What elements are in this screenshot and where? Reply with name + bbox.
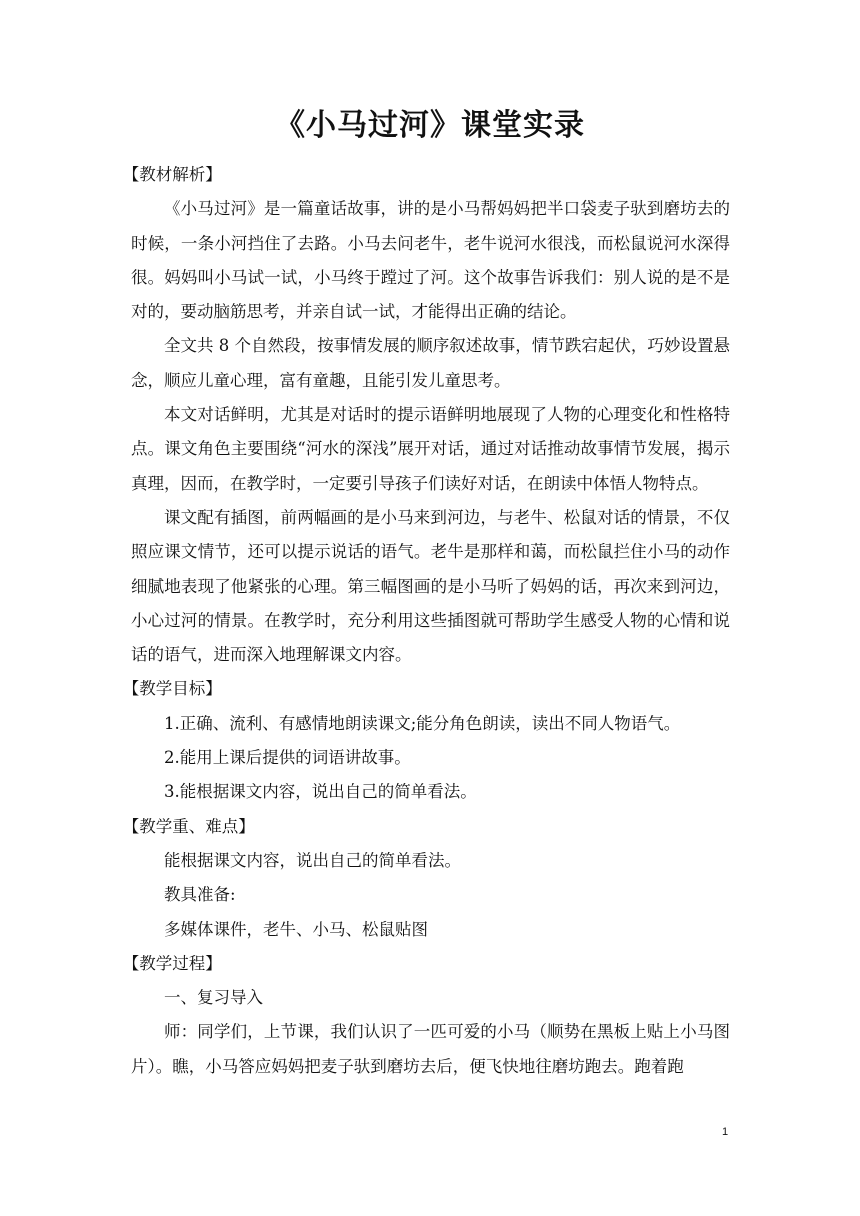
document-title: 《小马过河》课堂实录: [275, 108, 585, 143]
analysis-paragraph-3: 本文对话鲜明，尤其是对话时的提示语鲜明地展现了人物的心理变化和性格特点。课文角色主要围绕“河水的深浅”展开对话，通过对话推动故事情节发展，揭示真理，因而，在教学时，一定要引导孩子们读好对话，在朗读中体悟人物特点。: [131, 405, 730, 493]
analysis-paragraph-1: 《小马过河》是一篇童话故事，讲的是小马帮妈妈把半口袋麦子驮到磨坊去的时候，一条小河挡住了去路。小马去问老牛，老牛说河水很浅，而松鼠说河水深得很。妈妈叫小马试一试，小马终于蹚过了河。这个故事告诉我们：别人说的是不是对的，要动脑筋思考，并亲自试一试，才能得出正确的结论。: [131, 199, 730, 322]
section-heading-key-points: 【教学重、难点】: [122, 816, 255, 836]
analysis-paragraph-2: 全文共 8 个自然段，按事情发展的顺序叙述故事，情节跌宕起伏，巧妙设置悬念，顺应儿童心理，富有童趣，且能引发儿童思考。: [131, 336, 730, 390]
tools-label: 教具准备:: [164, 885, 236, 905]
section-heading-goals: 【教学目标】: [122, 679, 222, 699]
key-points-text: 能根据课文内容，说出自己的简单看法。: [164, 850, 461, 870]
tools-text: 多媒体课件，老牛、小马、松鼠贴图: [164, 919, 428, 939]
goal-item-2: 2.能用上课后提供的词语讲故事。: [164, 748, 411, 768]
document-body: [122, 158, 730, 1084]
teacher-text: 师：同学们，上节课，我们认识了一匹可爱的小马（顺势在黑板上贴上小马图片）。瞧，小马答应妈妈把麦子驮到磨坊去后，便飞快地往磨坊跑去。跑着跑: [131, 1022, 730, 1076]
section-heading-process: 【教学过程】: [122, 953, 222, 973]
process-step-1: 一、复习导入: [164, 988, 263, 1008]
analysis-paragraph-4: 课文配有插图，前两幅画的是小马来到河边，与老牛、松鼠对话的情景，不仅照应课文情节，还可以提示说话的语气。老牛是那样和蔼，而松鼠拦住小马的动作细腻地表现了他紧张的心理。第三幅图画的是小马听了妈妈的话，再次来到河边，小心过河的情景。在教学时，充分利用这些插图就可帮助学生感受人物的心情和说话的语气，进而深入地理解课文内容。: [131, 507, 730, 665]
goal-item-1: 1.正确、流利、有感情地朗读课文;能分角色朗读，读出不同人物语气。: [164, 713, 681, 733]
page-number: 1: [722, 1126, 729, 1138]
section-heading-analysis: 【教材解析】: [122, 165, 222, 184]
goal-item-3: 3.能根据课文内容，说出自己的简单看法。: [164, 782, 477, 802]
